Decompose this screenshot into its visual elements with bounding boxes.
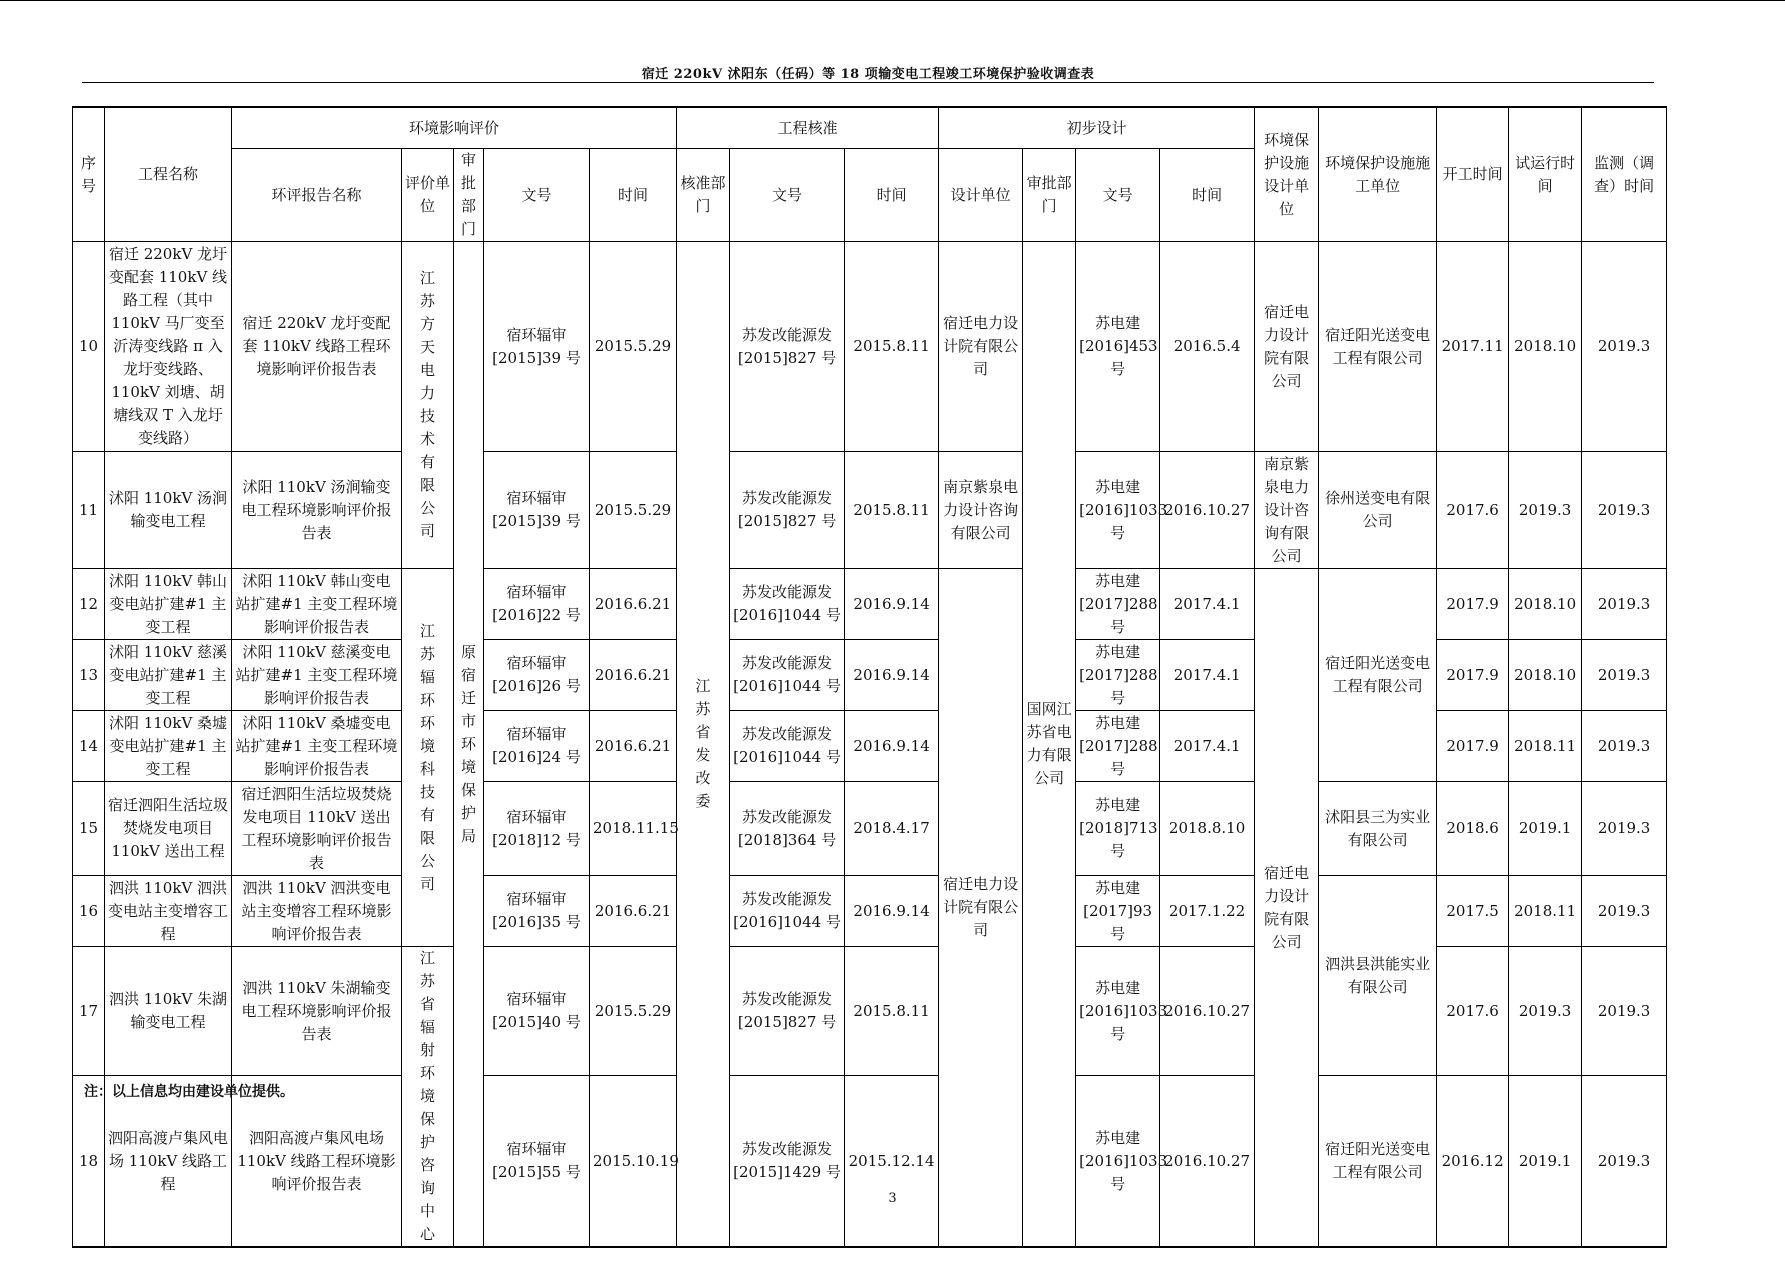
cell-eia-unit-merged: 江苏辐环环境科技有限公司 xyxy=(402,569,454,947)
table-row xyxy=(73,876,1667,947)
cell-eia-report: 泗阳高渡卢集风电场 110kV 线路工程环境影响评价报告表 xyxy=(232,1076,402,1247)
cell-design-unit: 南京紫泉电力设计咨询有限公司 xyxy=(939,452,1023,569)
cell-env-construct-unit: 宿迁阳光送变电工程有限公司 xyxy=(1319,1076,1437,1247)
page-number: 3 xyxy=(888,1191,897,1206)
cell-eia-unit-merged: 江苏方天电力技术有限公司 xyxy=(402,242,454,569)
cell-eia-report: 泗洪 110kV 朱湖输变电工程环境影响评价报告表 xyxy=(232,947,402,1076)
cell-env-design-unit: 宿迁电力设计院有限公司 xyxy=(1255,242,1319,452)
cell-approval-doc-no: 苏发改能源发[2015]827 号 xyxy=(730,452,845,569)
cell-eia-time: 2015.5.29 xyxy=(590,947,677,1076)
cell-approval-doc-no: 苏发改能源发[2016]1044 号 xyxy=(730,711,845,782)
cell-trial-time: 2019.1 xyxy=(1509,1076,1582,1247)
cell-design-doc-no: 苏电建[2016]1033 号 xyxy=(1076,947,1160,1076)
cell-eia-report: 泗洪 110kV 泗洪变电站主变增容工程环境影响评价报告表 xyxy=(232,876,402,947)
cell-eia-doc-no: 宿环辐审[2018]12 号 xyxy=(484,782,590,876)
cell-eia-doc-no: 宿环辐审[2016]22 号 xyxy=(484,569,590,640)
header-design-doc-no: 文号 xyxy=(1076,149,1160,242)
cell-design-time: 2017.4.1 xyxy=(1160,711,1255,782)
cell-start-time: 2018.6 xyxy=(1437,782,1509,876)
cell-design-doc-no: 苏电建[2016]453 号 xyxy=(1076,242,1160,452)
cell-eia-report: 沭阳 110kV 韩山变电站扩建#1 主变工程环境影响评价报告表 xyxy=(232,569,402,640)
cell-approval-doc-no: 苏发改能源发[2016]1044 号 xyxy=(730,569,845,640)
cell-seq: 18 xyxy=(73,1076,105,1247)
cell-monitor-time: 2019.3 xyxy=(1582,242,1667,452)
cell-seq: 16 xyxy=(73,876,105,947)
cell-design-time: 2017.1.22 xyxy=(1160,876,1255,947)
cell-eia-time: 2015.10.19 xyxy=(590,1076,677,1247)
cell-project-name: 沭阳 110kV 韩山变电站扩建#1 主变工程 xyxy=(105,569,232,640)
cell-approval-time: 2018.4.17 xyxy=(845,782,939,876)
cell-approval-time: 2015.8.11 xyxy=(845,947,939,1076)
cell-seq: 15 xyxy=(73,782,105,876)
header-row-1 xyxy=(73,107,1667,149)
table-row xyxy=(73,569,1667,640)
header-design-unit: 设计单位 xyxy=(939,149,1023,242)
cell-eia-doc-no: 宿环辐审[2016]24 号 xyxy=(484,711,590,782)
cell-eia-report: 沭阳 110kV 桑墟变电站扩建#1 主变工程环境影响评价报告表 xyxy=(232,711,402,782)
cell-project-name: 沭阳 110kV 桑墟变电站扩建#1 主变工程 xyxy=(105,711,232,782)
cell-design-time: 2018.8.10 xyxy=(1160,782,1255,876)
cell-eia-doc-no: 宿环辐审[2015]40 号 xyxy=(484,947,590,1076)
cell-approval-dept-merged: 江苏省发改委 xyxy=(677,242,730,1248)
cell-eia-time: 2018.11.15 xyxy=(590,782,677,876)
header-rule xyxy=(82,82,1654,83)
cell-seq: 10 xyxy=(73,242,105,452)
cell-approval-doc-no: 苏发改能源发[2015]827 号 xyxy=(730,947,845,1076)
cell-monitor-time: 2019.3 xyxy=(1582,711,1667,782)
table-row xyxy=(73,242,1667,452)
header-eia-approval-dept: 审批部门 xyxy=(454,149,484,242)
cell-design-doc-no: 苏电建[2016]1033 号 xyxy=(1076,1076,1160,1247)
cell-seq: 13 xyxy=(73,640,105,711)
cell-approval-time: 2015.12.14 xyxy=(845,1076,939,1247)
cell-approval-doc-no: 苏发改能源发[2015]827 号 xyxy=(730,242,845,452)
cell-env-construct-unit-merged: 宿迁阳光送变电工程有限公司 xyxy=(1319,569,1437,782)
cell-design-unit: 宿迁电力设计院有限公司 xyxy=(939,242,1023,452)
header-seq: 序号 xyxy=(73,107,105,242)
cell-design-doc-no: 苏电建[2017]93 号 xyxy=(1076,876,1160,947)
table-row xyxy=(73,782,1667,876)
cell-start-time: 2017.9 xyxy=(1437,711,1509,782)
header-start-time: 开工时间 xyxy=(1437,107,1509,242)
cell-eia-time: 2016.6.21 xyxy=(590,640,677,711)
header-design-approval-dept: 审批部门 xyxy=(1023,149,1076,242)
cell-project-name: 宿迁泗阳生活垃圾焚烧发电项目 110kV 送出工程 xyxy=(105,782,232,876)
header-eia-doc-no: 文号 xyxy=(484,149,590,242)
header-design-group: 初步设计 xyxy=(939,107,1255,149)
cell-eia-unit-merged: 江苏省辐射环境保护咨询中心 xyxy=(402,947,454,1248)
cell-design-doc-no: 苏电建[2018]713 号 xyxy=(1076,782,1160,876)
cell-project-name: 泗阳高渡卢集风电场 110kV 线路工程 xyxy=(105,1076,232,1247)
cell-trial-time: 2019.3 xyxy=(1509,947,1582,1076)
cell-approval-time: 2016.9.14 xyxy=(845,640,939,711)
header-approval-time: 时间 xyxy=(845,149,939,242)
cell-approval-time: 2015.8.11 xyxy=(845,452,939,569)
cell-approval-doc-no: 苏发改能源发[2015]1429 号 xyxy=(730,1076,845,1247)
cell-trial-time: 2019.3 xyxy=(1509,452,1582,569)
cell-eia-time: 2016.6.21 xyxy=(590,569,677,640)
cell-trial-time: 2018.10 xyxy=(1509,569,1582,640)
cell-design-time: 2017.4.1 xyxy=(1160,569,1255,640)
cell-design-time: 2016.10.27 xyxy=(1160,947,1255,1076)
cell-trial-time: 2019.1 xyxy=(1509,782,1582,876)
cell-monitor-time: 2019.3 xyxy=(1582,569,1667,640)
cell-design-doc-no: 苏电建[2016]1033 号 xyxy=(1076,452,1160,569)
cell-start-time: 2016.12 xyxy=(1437,1076,1509,1247)
table-row xyxy=(73,452,1667,569)
cell-eia-report: 宿迁泗阳生活垃圾焚烧发电项目 110kV 送出工程环境影响评价报告表 xyxy=(232,782,402,876)
cell-start-time: 2017.9 xyxy=(1437,569,1509,640)
cell-design-unit-merged: 宿迁电力设计院有限公司 xyxy=(939,569,1023,1248)
header-eia-group: 环境影响评价 xyxy=(232,107,677,149)
header-eia-unit: 评价单位 xyxy=(402,149,454,242)
cell-eia-approval-dept-merged: 原宿迁市环境保护局 xyxy=(454,242,484,1248)
cell-approval-time: 2016.9.14 xyxy=(845,876,939,947)
cell-trial-time: 2018.11 xyxy=(1509,711,1582,782)
cell-eia-doc-no: 宿环辐审[2015]55 号 xyxy=(484,1076,590,1247)
cell-monitor-time: 2019.3 xyxy=(1582,947,1667,1076)
cell-project-name: 沭阳 110kV 慈溪变电站扩建#1 主变工程 xyxy=(105,640,232,711)
cell-monitor-time: 2019.3 xyxy=(1582,876,1667,947)
cell-env-construct-unit: 宿迁阳光送变电工程有限公司 xyxy=(1319,242,1437,452)
cell-env-design-unit-merged: 宿迁电力设计院有限公司 xyxy=(1255,569,1319,1248)
cell-design-time: 2016.5.4 xyxy=(1160,242,1255,452)
cell-trial-time: 2018.10 xyxy=(1509,242,1582,452)
header-design-time: 时间 xyxy=(1160,149,1255,242)
table-footnote: 注：以上信息均由建设单位提供。 xyxy=(84,1084,294,1100)
cell-monitor-time: 2019.3 xyxy=(1582,782,1667,876)
cell-start-time: 2017.6 xyxy=(1437,452,1509,569)
cell-approval-doc-no: 苏发改能源发[2016]1044 号 xyxy=(730,876,845,947)
cell-env-design-unit: 南京紫泉电力设计咨询有限公司 xyxy=(1255,452,1319,569)
cell-monitor-time: 2019.3 xyxy=(1582,452,1667,569)
cell-env-construct-unit: 沭阳县三为实业有限公司 xyxy=(1319,782,1437,876)
cell-approval-doc-no: 苏发改能源发[2018]364 号 xyxy=(730,782,845,876)
cell-design-doc-no: 苏电建[2017]288 号 xyxy=(1076,711,1160,782)
cell-design-doc-no: 苏电建[2017]288 号 xyxy=(1076,640,1160,711)
cell-seq: 14 xyxy=(73,711,105,782)
cell-eia-report: 宿迁 220kV 龙圩变配套 110kV 线路工程环境影响评价报告表 xyxy=(232,242,402,452)
header-approval-dept: 核准部门 xyxy=(677,149,730,242)
cell-start-time: 2017.9 xyxy=(1437,640,1509,711)
cell-eia-report: 沭阳 110kV 汤涧输变电工程环境影响评价报告表 xyxy=(232,452,402,569)
cell-seq: 11 xyxy=(73,452,105,569)
cell-approval-time: 2016.9.14 xyxy=(845,569,939,640)
cell-design-time: 2016.10.27 xyxy=(1160,1076,1255,1247)
cell-env-construct-unit: 徐州送变电有限公司 xyxy=(1319,452,1437,569)
cell-trial-time: 2018.10 xyxy=(1509,640,1582,711)
header-approval-group: 工程核准 xyxy=(677,107,939,149)
cell-monitor-time: 2019.3 xyxy=(1582,640,1667,711)
cell-eia-doc-no: 宿环辐审[2015]39 号 xyxy=(484,242,590,452)
header-project-name: 工程名称 xyxy=(105,107,232,242)
header-env-construct-unit: 环境保护设施施工单位 xyxy=(1319,107,1437,242)
cell-approval-time: 2016.9.14 xyxy=(845,711,939,782)
cell-eia-time: 2016.6.21 xyxy=(590,711,677,782)
cell-design-time: 2016.10.27 xyxy=(1160,452,1255,569)
cell-eia-time: 2015.5.29 xyxy=(590,242,677,452)
cell-eia-doc-no: 宿环辐审[2016]35 号 xyxy=(484,876,590,947)
acceptance-survey-table xyxy=(72,106,1667,1248)
cell-start-time: 2017.11 xyxy=(1437,242,1509,452)
cell-monitor-time: 2019.3 xyxy=(1582,1076,1667,1247)
cell-approval-time: 2015.8.11 xyxy=(845,242,939,452)
cell-seq: 17 xyxy=(73,947,105,1076)
cell-project-name: 泗洪 110kV 泗洪变电站主变增容工程 xyxy=(105,876,232,947)
cell-seq: 12 xyxy=(73,569,105,640)
cell-project-name: 泗洪 110kV 朱湖输变电工程 xyxy=(105,947,232,1076)
cell-approval-doc-no: 苏发改能源发[2016]1044 号 xyxy=(730,640,845,711)
cell-project-name: 沭阳 110kV 汤涧输变电工程 xyxy=(105,452,232,569)
cell-start-time: 2017.5 xyxy=(1437,876,1509,947)
cell-design-approval-dept-merged: 国网江苏省电力有限公司 xyxy=(1023,242,1076,1248)
cell-design-time: 2017.4.1 xyxy=(1160,640,1255,711)
header-eia-time: 时间 xyxy=(590,149,677,242)
cell-env-construct-unit-merged: 泗洪县洪能实业有限公司 xyxy=(1319,876,1437,1076)
cell-design-doc-no: 苏电建[2017]288 号 xyxy=(1076,569,1160,640)
cell-eia-report: 沭阳 110kV 慈溪变电站扩建#1 主变工程环境影响评价报告表 xyxy=(232,640,402,711)
header-monitor-time: 监测（调查）时间 xyxy=(1582,107,1667,242)
header-approval-doc-no: 文号 xyxy=(730,149,845,242)
cell-trial-time: 2018.11 xyxy=(1509,876,1582,947)
cell-project-name: 宿迁 220kV 龙圩变配套 110kV 线路工程（其中 110kV 马厂变至沂涛变线路 π 入龙圩变线路、110kV 刘塘、胡塘线双 T 入龙圩变线路） xyxy=(105,242,232,452)
cell-eia-doc-no: 宿环辐审[2015]39 号 xyxy=(484,452,590,569)
header-eia-report: 环评报告名称 xyxy=(232,149,402,242)
cell-eia-doc-no: 宿环辐审[2016]26 号 xyxy=(484,640,590,711)
cell-eia-time: 2016.6.21 xyxy=(590,876,677,947)
cell-start-time: 2017.6 xyxy=(1437,947,1509,1076)
header-trial-time: 试运行时间 xyxy=(1509,107,1582,242)
cell-eia-time: 2015.5.29 xyxy=(590,452,677,569)
document-header-title: 宿迁 220kV 沭阳东（任码）等 18 项输变电工程竣工环境保护验收调查表 xyxy=(641,67,1095,82)
table-row xyxy=(73,1076,1667,1247)
page-top-border xyxy=(0,0,1785,1)
header-env-design-unit: 环境保护设施设计单位 xyxy=(1255,107,1319,242)
